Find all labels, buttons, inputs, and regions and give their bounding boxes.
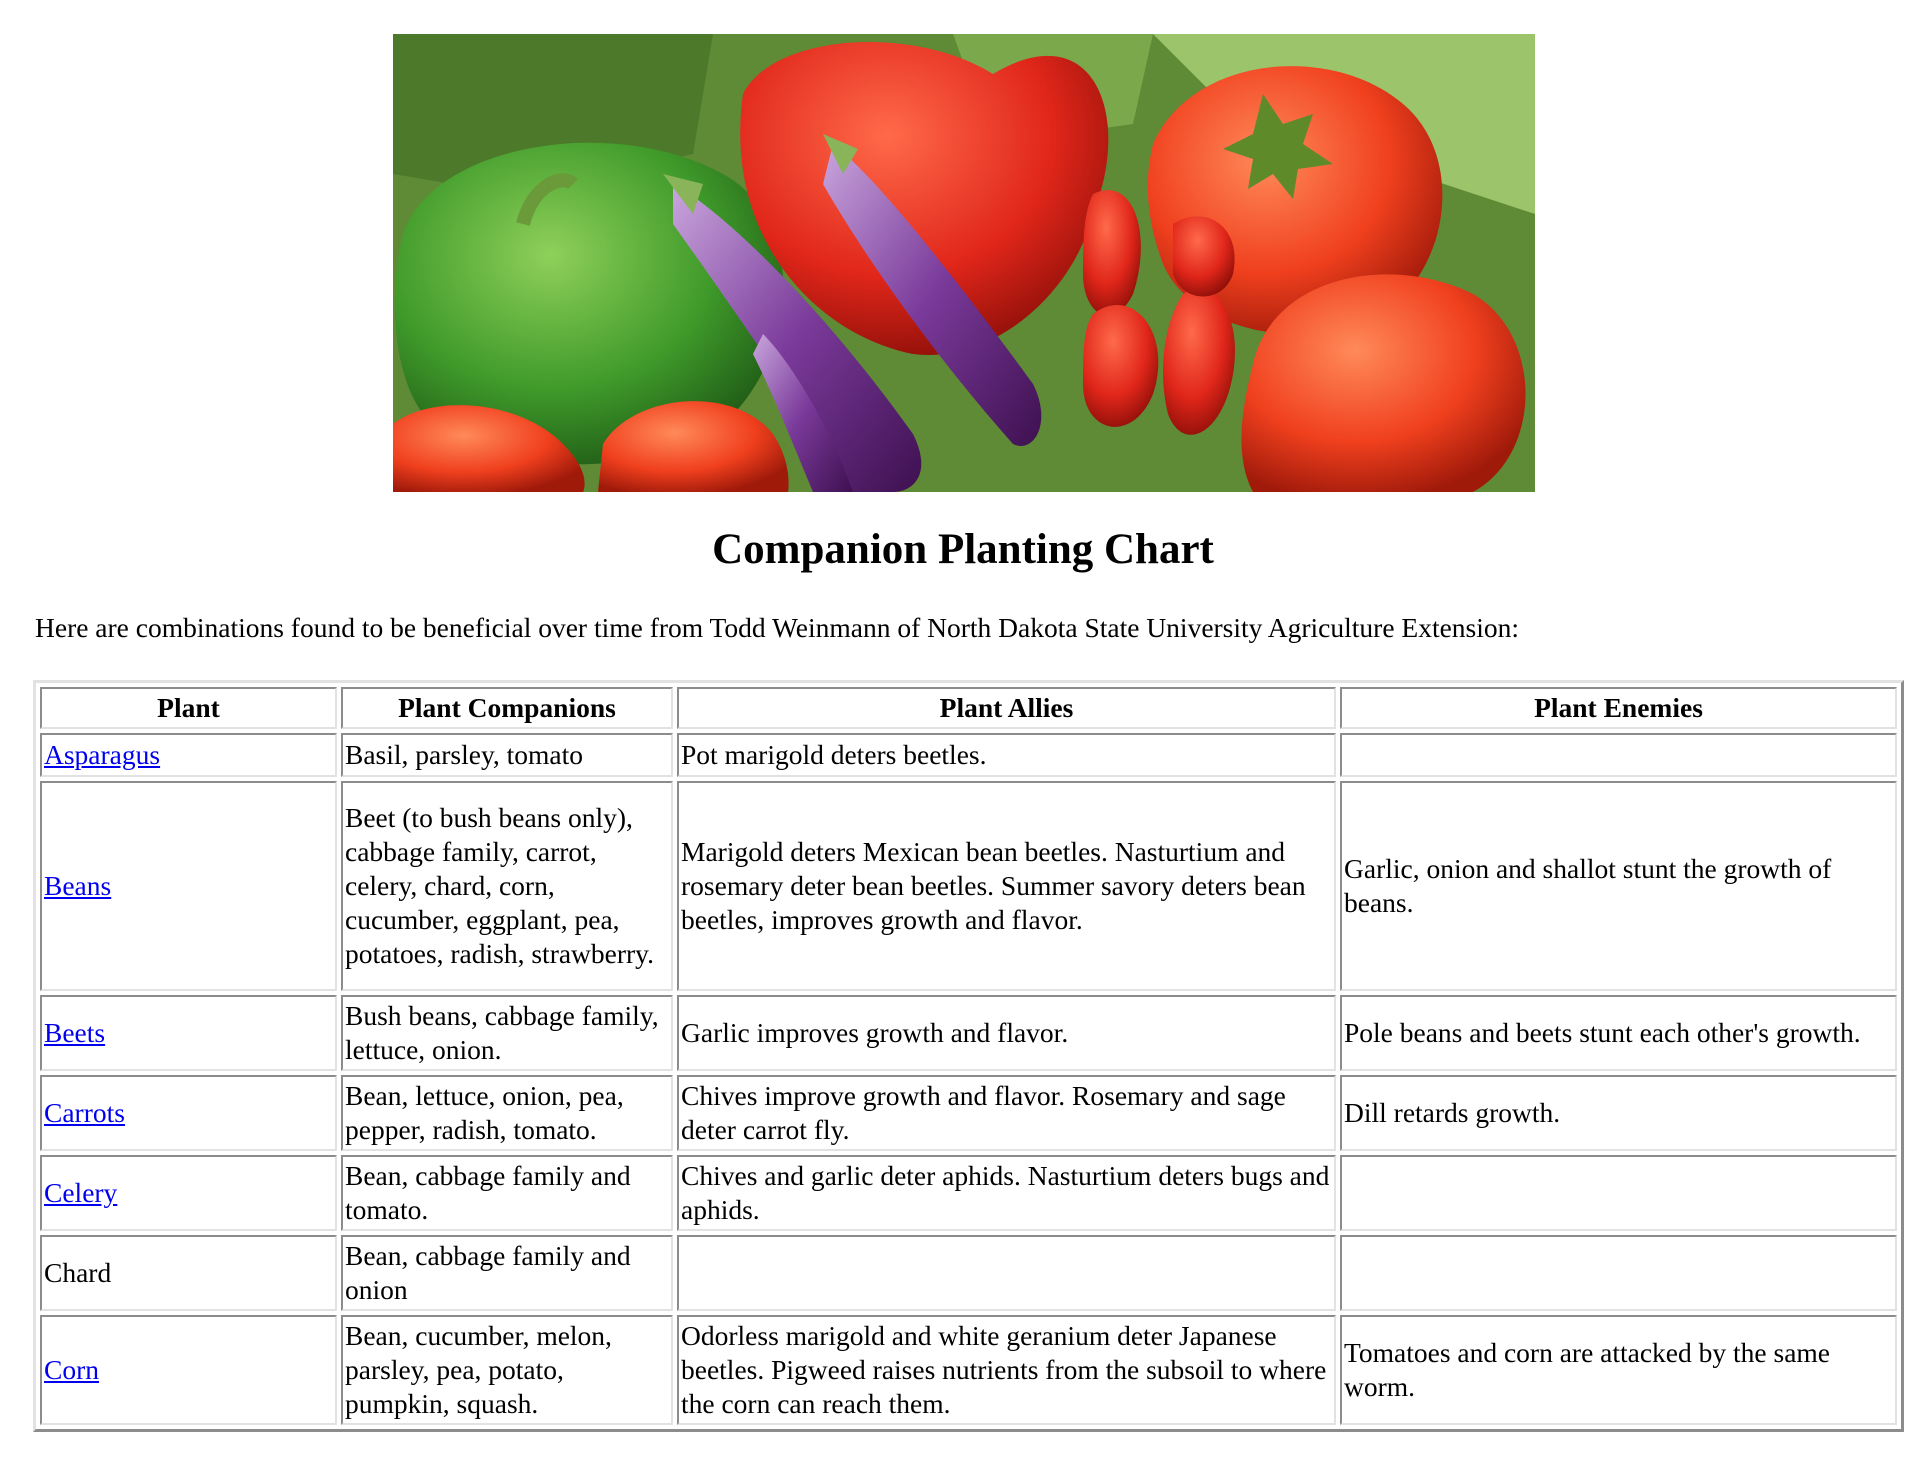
- page-title: Companion Planting Chart: [712, 526, 1214, 573]
- plant-cell: [40, 781, 337, 991]
- plant-link-celery[interactable]: Celery: [44, 1177, 118, 1208]
- table-row: [40, 733, 1897, 777]
- table-row: [40, 1315, 1897, 1425]
- plant-link-asparagus[interactable]: Asparagus: [44, 739, 161, 770]
- allies-cell: Odorless marigold and white geranium deter Japanese beetles. Pigweed raises nutrients from the subsoil to where the corn can reach them.: [677, 1315, 1336, 1425]
- plant-cell: Chard: [40, 1235, 337, 1311]
- companions-cell: Bean, cabbage family and onion: [341, 1235, 673, 1311]
- plant-link-beets[interactable]: Beets: [44, 1017, 106, 1048]
- enemies-cell: [1340, 1155, 1897, 1231]
- companion-planting-table: [33, 680, 1904, 1432]
- companions-cell: Beet (to bush beans only), cabbage family, carrot, celery, chard, corn, cucumber, eggplant, pea, potatoes, radish, strawberry.: [341, 781, 673, 991]
- plant-cell: [40, 733, 337, 777]
- enemies-cell: [1340, 733, 1897, 777]
- header-plant-enemies: Plant Enemies: [1340, 687, 1897, 729]
- plant-link-corn[interactable]: Corn: [44, 1354, 99, 1385]
- header-plant-companions: Plant Companions: [341, 687, 673, 729]
- header-plant-allies: Plant Allies: [677, 687, 1336, 729]
- companions-cell: Bush beans, cabbage family, lettuce, onion.: [341, 995, 673, 1071]
- intro-text: Here are combinations found to be beneficial over time from Todd Weinmann of North Dakota State University Agriculture Extension:: [35, 612, 1520, 643]
- table-row: [40, 781, 1897, 991]
- companions-cell: Bean, cabbage family and tomato.: [341, 1155, 673, 1231]
- allies-cell: Chives and garlic deter aphids. Nasturtium deters bugs and aphids.: [677, 1155, 1336, 1231]
- table-row: [40, 995, 1897, 1071]
- allies-cell: Garlic improves growth and flavor.: [677, 995, 1336, 1071]
- plant-cell: [40, 1315, 337, 1425]
- plant-cell: [40, 995, 337, 1071]
- allies-cell: Chives improve growth and flavor. Rosemary and sage deter carrot fly.: [677, 1075, 1336, 1151]
- enemies-cell: Dill retards growth.: [1340, 1075, 1897, 1151]
- header-plant: Plant: [40, 687, 337, 729]
- plant-cell: [40, 1155, 337, 1231]
- enemies-cell: Garlic, onion and shallot stunt the growth of beans.: [1340, 781, 1897, 991]
- table-row: [40, 1075, 1897, 1151]
- companions-cell: Bean, cucumber, melon, parsley, pea, potato, pumpkin, squash.: [341, 1315, 673, 1425]
- companions-cell: Basil, parsley, tomato: [341, 733, 673, 777]
- plant-link-beans[interactable]: Beans: [44, 870, 112, 901]
- table-row: [40, 1235, 1897, 1311]
- plant-link-carrots[interactable]: Carrots: [44, 1097, 125, 1128]
- allies-cell: [677, 1235, 1336, 1311]
- vegetable-banner-image: [393, 34, 1535, 492]
- enemies-cell: Tomatoes and corn are attacked by the same worm.: [1340, 1315, 1897, 1425]
- table-header-row: [40, 687, 1897, 729]
- enemies-cell: [1340, 1235, 1897, 1311]
- plant-cell: [40, 1075, 337, 1151]
- companions-cell: Bean, lettuce, onion, pea, pepper, radish, tomato.: [341, 1075, 673, 1151]
- allies-cell: Pot marigold deters beetles.: [677, 733, 1336, 777]
- table-row: [40, 1155, 1897, 1231]
- allies-cell: Marigold deters Mexican bean beetles. Nasturtium and rosemary deter bean beetles. Summer savory deters bean beetles, improves growth and flavor.: [677, 781, 1336, 991]
- enemies-cell: Pole beans and beets stunt each other's growth.: [1340, 995, 1897, 1071]
